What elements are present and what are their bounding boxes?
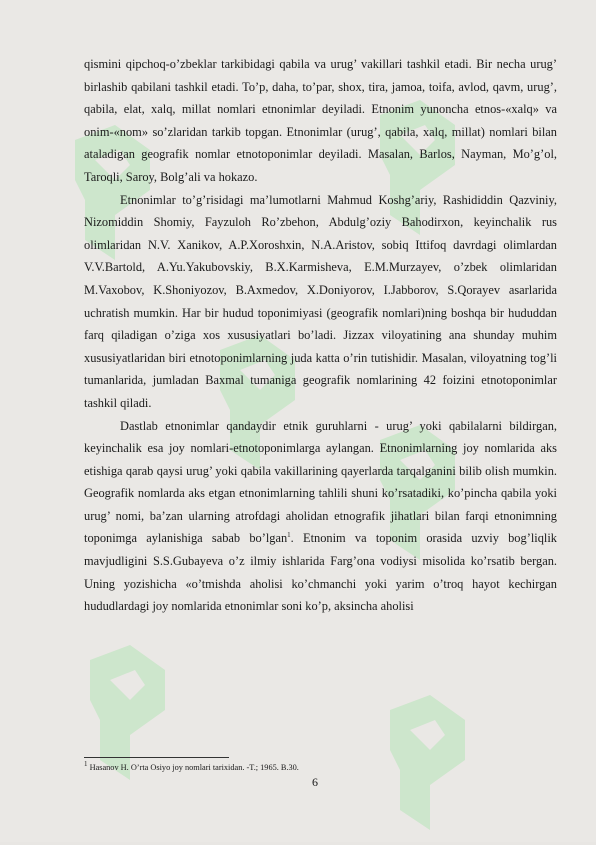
paragraph-2: Etnonimlar to’g’risidagi ma’lumotlarni Mahmud Koshg’ariy, Rashididdin Qazviniy, Nizomiddin Shomiy, Fayzuloh Ro’zbehon, Abdulg’oziy Bahodirxon, keyinchalik rus olimlaridan N.V. Xanikov, A.P.Xoroshxin, N.A.Aristov, sobiq Ittifoq davrdagi olimlardan V.V.Bartold, A.Yu.Yakubovskiy, B.X.Karmisheva, E.M.Murzayev, o’zbek olimlaridan M.Vaxobov, K.Shoniyozov, B.Axmedov, X.Doniyorov, I.Jabborov, S.Qorayev asarlarida uchratish mumkin. Har bir hudud toponimiyasi (geografik nomlari)ning boshqa bir hududdan farq qiladigan o’ziga xos xususiyatlari bo’ladi. Jizzax viloyatining ana shunday muhim xususiyatlaridan biri etnotoponimlarning juda katta o’rin tutishidir. Masalan, viloyatning tog’li tumanlarida, jumladan Baxmal tumaniga geografik nomlarining 42 foizini etnotoponimlar tashkil qiladi. — [84, 192, 557, 410]
footnote-divider — [84, 757, 229, 758]
paragraph-3 — [84, 415, 557, 618]
footnote-ref[interactable]: 1 — [287, 531, 291, 540]
paragraph-3-part-2: . Etnonim va toponim orasida uzviy bog’liqlik mavjudligini S.S.Gubayeva o’z ilmiy ishlarida Farg’ona vodiysi misolida ko’rsatib bergan. Uning yozishicha «o’tmishda aholisi ko’chmanchi yoki yarim o’troq hayot kechirgan hududlardagi joy nomlarida etnonimlar soni ko’p, aksincha aholisi — [84, 531, 557, 614]
paragraph-1: qismini qipchoq-o’zbeklar tarkibidagi qabila va urug’ vakillari tashkil etadi. Bir necha urug’ birlashib qabilani tashkil etadi. To’p, daha, to’par, shox, tira, jamoa, toifa, avlod, qavm, urug’, qabila, elat, xalq, millat nomlari etnonimlar deyiladi. Etnonim yunoncha etnos-«xalq» va onim-«nom» so’zlaridan tarkib topgan. Etnonimlar (urug’, qabila, xalq, millat) nomlari bilan ataladigan geografik nomlar etnotoponimlar deyiladi. Masalan, Barlos, Nayman, Mo’g’ol, Taroqli, Saroy, Bolg’ali va hokazo. — [84, 57, 557, 184]
footnote-mark: 1 — [84, 760, 88, 769]
footnote — [84, 762, 557, 773]
footnote-text: Hasanov H. O’rta Osiyo joy nomlari tarixidan. -T.; 1965. B.30. — [87, 763, 299, 772]
paragraph-3-part-1: Dastlab etnonimlar qandaydir etnik guruhlarni - urug’ yoki qabilalarni bildirgan, keyinchalik esa joy nomlari-etnotoponimlarga aylangan. Etnonimlarning joy nomlarida aks etishiga qarab qaysi urug’ yoki qabila vakillarining qayerlarda tarqalganini bilib olish mumkin. Geografik nomlarda aks etgan etnonimlarning tahlili shuni ko’rsatadiki, ko’pincha qabila yoki urug’ nomi, ba’zan ularning atrofdagi aholidan etnografik jihatlari bilan farqi etnonimning toponimga aylanishiga sabab bo’lgan — [84, 418, 557, 546]
body-text — [84, 53, 557, 618]
page-number: 6 — [312, 775, 318, 789]
